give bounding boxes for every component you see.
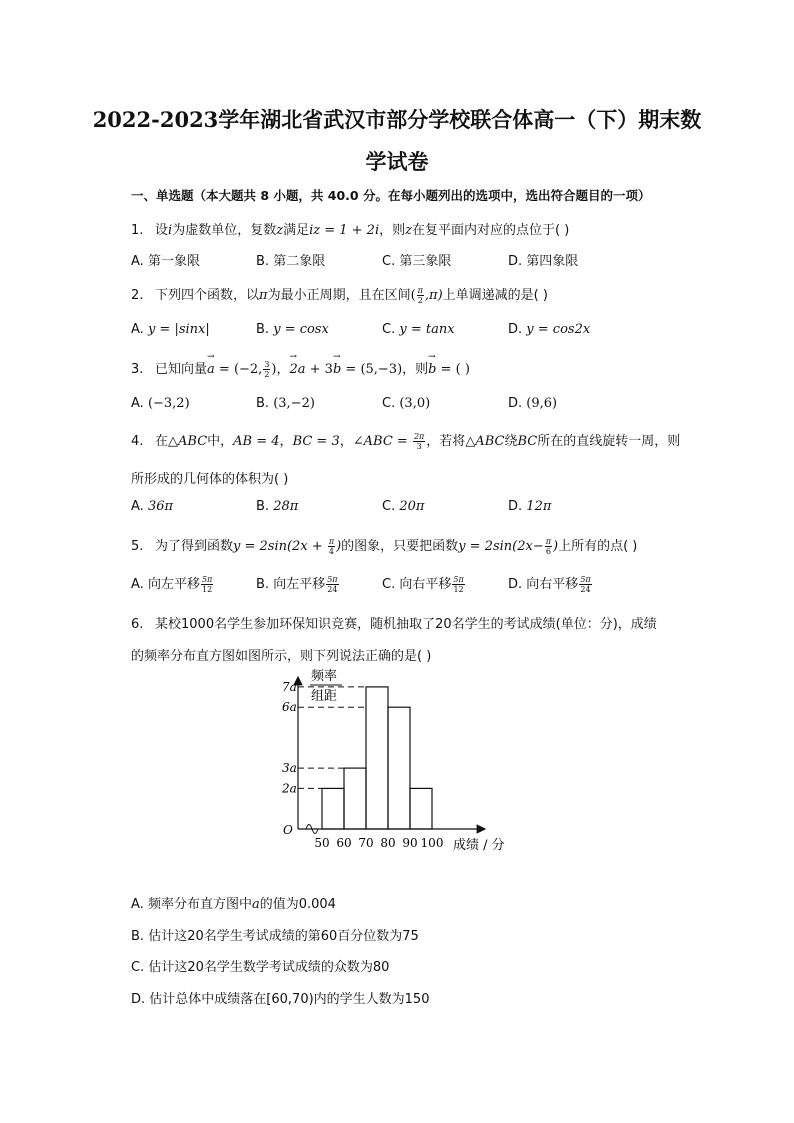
x-tick-label: 90 <box>402 836 418 850</box>
option-b[interactable] <box>256 250 325 269</box>
question-4-line2: 所形成的几何体的体积为( ) <box>131 472 289 487</box>
question-6-line2: 的频率分布直方图如图所示，则下列说法正确的是( ) <box>131 649 432 664</box>
option-a[interactable] <box>131 250 200 269</box>
page-title-line1: 2022-2023学年湖北省武汉市部分学校联合体高一（下）期末数 <box>92 107 702 132</box>
option-text: 第四象限 <box>526 254 579 269</box>
math-segment: BC <box>517 434 538 449</box>
math-symbol: a <box>251 897 260 912</box>
option-text: 20π <box>399 499 425 514</box>
histogram-axes <box>283 668 485 837</box>
option-text: (3,0) <box>399 396 431 411</box>
question-2 <box>131 284 548 305</box>
question-number: 6. <box>131 617 144 632</box>
option-text: 估计这20名学生考试成绩的第60百分位数为75 <box>148 929 419 944</box>
fraction-denominator: 12 <box>202 585 213 594</box>
math-fraction <box>417 286 424 305</box>
math-equation: = (−2, <box>214 362 263 377</box>
question-number: 4. <box>131 434 144 449</box>
fraction-denominator: 2 <box>417 296 423 305</box>
math-fraction <box>579 575 591 594</box>
option-letter: B. <box>131 929 145 944</box>
question-text: ，若将 <box>426 434 466 449</box>
option-text: 第二象限 <box>273 254 326 269</box>
option-a[interactable] <box>131 322 210 337</box>
math-angle: ∠ABC = <box>352 434 412 449</box>
option-d[interactable] <box>508 396 557 411</box>
option-text: 第一象限 <box>147 254 200 269</box>
option-text: 36π <box>147 499 174 514</box>
fraction-denominator: 6 <box>545 547 551 556</box>
option-text: 估计这20名学生数学考试成绩的众数为80 <box>148 960 390 975</box>
question-text: ， <box>279 434 293 449</box>
option-letter: D. <box>508 396 523 411</box>
fraction-numerator: 5π <box>327 575 338 584</box>
histogram-marks <box>281 680 505 853</box>
math-paren: ) <box>553 539 559 554</box>
question-text: ，则 <box>379 223 406 238</box>
math-fraction <box>201 575 213 594</box>
option-text: y = cosx <box>273 322 329 337</box>
option-letter: D. <box>508 254 523 269</box>
question-text: = ( ) <box>436 362 470 377</box>
x-axis-label: 成绩 / 分 <box>453 838 505 853</box>
question-5 <box>131 535 637 556</box>
y-tick-label: 7a <box>282 679 297 694</box>
question-text: 绕 <box>504 434 518 449</box>
vector-2a: → 2a <box>289 362 305 377</box>
y-tick-label: 6a <box>282 700 297 715</box>
option-text: 的值为0.004 <box>259 897 336 912</box>
fraction-numerator: 5π <box>201 575 213 584</box>
origin-label: O <box>283 823 293 837</box>
math-fraction <box>326 575 338 594</box>
math-fraction <box>328 537 335 556</box>
option-text: 向右平移 <box>399 577 452 592</box>
option-letter: B. <box>256 322 270 337</box>
x-tick-label: 80 <box>380 836 396 850</box>
section-heading: 一、单选题（本大题共 8 小题，共 40.0 分。在每小题列出的选项中，选出符合题目的一项） <box>131 188 651 203</box>
option-text: y = |sinx| <box>147 322 210 337</box>
math-function: y = 2sin(2x + <box>233 539 327 554</box>
histogram-bar <box>366 687 388 829</box>
option-a[interactable] <box>131 396 190 411</box>
option-letter: A. <box>131 577 144 592</box>
x-tick-label: 50 <box>314 836 330 850</box>
option-text: (−3,2) <box>147 396 190 411</box>
option-letter: C. <box>382 396 396 411</box>
option-d[interactable] <box>508 322 590 337</box>
option-letter: A. <box>131 322 144 337</box>
option-text: 估计总体中成绩落在[60,70)内的学生人数为150 <box>149 992 430 1007</box>
math-equation: = (5,−3)，则 <box>341 362 429 377</box>
question-number: 3. <box>131 362 144 377</box>
question-number: 5. <box>131 539 144 554</box>
option-text: y = cos2x <box>526 322 591 337</box>
math-symbol: z <box>405 223 412 238</box>
option-letter: B. <box>256 254 270 269</box>
question-text: 上单调递减的是( ) <box>442 288 548 303</box>
fraction-numerator: π <box>545 537 551 546</box>
option-text: 12π <box>526 499 552 514</box>
question-4 <box>131 430 680 451</box>
option-letter: D. <box>131 992 146 1007</box>
histogram-bar <box>388 707 410 829</box>
y-tick-label: 2a <box>282 781 297 796</box>
vector-b: → b <box>428 362 436 377</box>
question-text: 为最小正周期，且在区间 <box>267 288 411 303</box>
math-paren: ( <box>410 288 416 303</box>
option-c[interactable] <box>382 499 424 514</box>
option-a[interactable] <box>131 499 173 514</box>
question-text: 设 <box>155 223 169 238</box>
question-1 <box>131 219 569 238</box>
fraction-denominator: 12 <box>453 585 464 594</box>
question-text: 所在的直线旋转一周，则 <box>537 434 681 449</box>
x-tick-label: 100 <box>420 836 444 850</box>
fraction-numerator: 2π <box>413 432 425 441</box>
fraction-denominator: 2 <box>264 370 270 379</box>
option-letter: B. <box>256 499 270 514</box>
option-d[interactable] <box>508 499 551 514</box>
histogram-bar <box>344 768 366 829</box>
question-text: 某校1000名学生参加环保知识竞赛，随机抽取了20名学生的考试成绩(单位：分)，成绩 <box>155 617 657 632</box>
math-fraction <box>263 360 270 379</box>
question-text: 的图象，只要把函数 <box>341 539 459 554</box>
option-b[interactable] <box>256 573 340 594</box>
fraction-numerator: π <box>328 537 335 546</box>
option-a[interactable] <box>131 573 214 594</box>
option-letter: C. <box>382 322 396 337</box>
option-letter: D. <box>508 499 523 514</box>
option-b[interactable] <box>256 322 329 337</box>
option-b[interactable] <box>131 925 419 944</box>
option-text: 28π <box>273 499 299 514</box>
option-text: (9,6) <box>526 396 558 411</box>
option-letter: B. <box>256 577 270 592</box>
math-symbol: π <box>259 288 268 303</box>
math-equation: AB = 4 <box>233 434 280 449</box>
option-letter: C. <box>131 960 145 975</box>
fraction-denominator: 24 <box>327 585 338 594</box>
question-number: 1. <box>131 223 144 238</box>
option-d[interactable] <box>131 988 429 1007</box>
option-d[interactable] <box>508 573 593 594</box>
option-letter: C. <box>382 577 396 592</box>
option-text: y = tanx <box>399 322 455 337</box>
option-a[interactable] <box>131 893 336 912</box>
question-text: 上所有的点( ) <box>558 539 638 554</box>
math-interval: ,π) <box>424 288 443 303</box>
vector-a: → a <box>207 362 215 377</box>
question-text: 为虚数单位，复数 <box>172 223 277 238</box>
math-equation: iz = 1 + 2i <box>309 223 380 238</box>
option-letter: A. <box>131 396 144 411</box>
question-number: 2. <box>131 288 144 303</box>
option-c[interactable] <box>382 573 466 594</box>
question-text: 中， <box>207 434 234 449</box>
y-label-numerator: 频率 <box>311 669 338 684</box>
question-text: 在复平面内对应的点位于( ) <box>411 223 570 238</box>
math-symbol: i <box>168 223 173 238</box>
math-equation: BC = 3 <box>292 434 340 449</box>
math-triangle: △ABC <box>168 434 208 449</box>
option-d[interactable] <box>508 250 578 269</box>
option-letter: B. <box>256 396 270 411</box>
math-symbol: z <box>276 223 284 238</box>
y-tick-label: 3a <box>282 761 297 776</box>
math-equation: )， <box>271 362 290 377</box>
math-fraction <box>452 575 464 594</box>
fraction-numerator: 5π <box>580 575 591 584</box>
fraction-denominator: 24 <box>580 585 591 594</box>
option-c[interactable] <box>382 322 455 337</box>
fraction-denominator: 3 <box>416 442 422 451</box>
option-letter: A. <box>131 897 144 912</box>
y-label-denominator: 组距 <box>311 689 338 704</box>
math-function: y = 2sin(2x− <box>458 539 544 554</box>
option-c[interactable] <box>382 250 451 269</box>
question-text: 已知向量 <box>155 362 208 377</box>
page-title-line2: 学试卷 <box>365 149 429 174</box>
fraction-numerator: 3 <box>264 360 270 369</box>
question-text: 下列四个函数，以 <box>155 288 260 303</box>
option-text: 频率分布直方图中 <box>147 897 252 912</box>
option-letter: D. <box>508 322 523 337</box>
math-paren: ) <box>336 539 342 554</box>
option-b[interactable] <box>256 396 315 411</box>
question-3 <box>131 358 470 379</box>
option-c[interactable] <box>382 396 430 411</box>
fraction-denominator: 4 <box>328 547 334 556</box>
option-text: 向左平移 <box>147 577 200 592</box>
option-letter: A. <box>131 499 144 514</box>
option-text: (3,−2) <box>273 396 315 411</box>
axis-break <box>306 825 318 834</box>
question-6 <box>131 613 657 632</box>
math-fraction <box>413 432 425 451</box>
vector-b: → b <box>333 362 341 377</box>
fraction-numerator: π <box>417 286 423 295</box>
x-tick-label: 60 <box>336 836 352 850</box>
option-letter: C. <box>382 499 396 514</box>
option-letter: A. <box>131 254 144 269</box>
x-tick-label: 70 <box>358 836 374 850</box>
histogram-bar <box>410 788 432 829</box>
option-b[interactable] <box>256 499 298 514</box>
question-text: 在 <box>155 434 169 449</box>
option-c[interactable] <box>131 956 389 975</box>
question-text: 满足 <box>283 223 310 238</box>
option-text: 第三象限 <box>399 254 452 269</box>
histogram-bar <box>322 788 344 829</box>
option-text: 向右平移 <box>526 577 579 592</box>
math-operator: + 3 <box>305 362 333 377</box>
option-letter: C. <box>382 254 396 269</box>
math-fraction <box>545 537 552 556</box>
option-letter: D. <box>508 577 523 592</box>
fraction-numerator: 5π <box>453 575 464 584</box>
question-text: ， <box>339 434 353 449</box>
option-text: 向左平移 <box>273 577 326 592</box>
math-triangle: △ABC <box>465 434 505 449</box>
question-text: 为了得到函数 <box>155 539 234 554</box>
